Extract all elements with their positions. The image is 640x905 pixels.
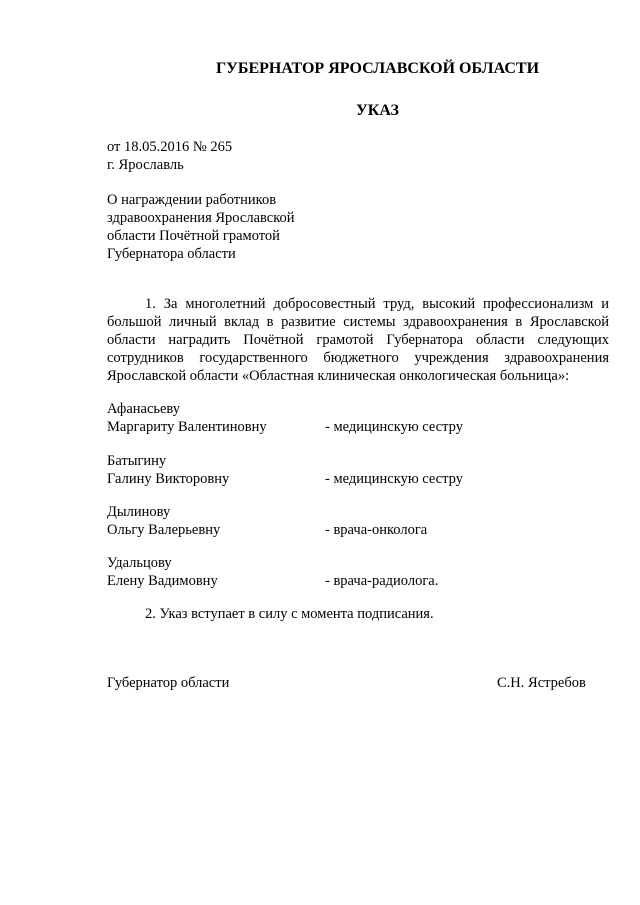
document-meta <box>107 138 232 174</box>
awardee-position: - медицинскую сестру <box>325 471 463 487</box>
paragraph-1: 1. За многолетний добросовестный труд, высокий профессионализм и большой личный вклад в развитие системы здравоохранения в Ярославской области наградить Почётной грамотой Губернатора области следующих сотрудников государственного бюджетного учреждения здравоохранения Ярославской области «Областная клиническая онкологическая больница»: <box>107 296 609 384</box>
awardee-entry <box>107 452 609 488</box>
document-subject <box>107 191 347 263</box>
document-header-title: ГУБЕРНАТОР ЯРОСЛАВСКОЙ ОБЛАСТИ <box>215 60 540 77</box>
subject-line: О награждении работников <box>107 192 277 208</box>
awardee-entry <box>107 554 609 590</box>
awardee-surname: Дылинову <box>107 504 171 520</box>
awardee-given-name: Маргариту Валентиновну <box>107 419 267 435</box>
awardee-given-name: Галину Викторовну <box>107 471 230 487</box>
city: г. Ярославль <box>107 157 184 173</box>
awardee-entry <box>107 503 609 539</box>
signature-name: С.Н. Ястребов <box>497 675 586 691</box>
signature-role: Губернатор области <box>107 675 230 691</box>
awardee-surname: Афанасьеву <box>107 401 181 417</box>
subject-line: Губернатора области <box>107 246 236 262</box>
awardee-given-name: Елену Вадимовну <box>107 573 218 589</box>
awardee-position: - врача-онколога <box>325 522 428 538</box>
awardee-position: - медицинскую сестру <box>325 419 463 435</box>
paragraph-2: 2. Указ вступает в силу с момента подписания. <box>145 606 434 622</box>
awardee-surname: Удальцову <box>107 555 172 571</box>
awardee-entry <box>107 400 609 436</box>
subject-line: области Почётной грамотой <box>107 228 280 244</box>
subject-line: здравоохранения Ярославской <box>107 210 295 226</box>
awardee-position: - врача-радиолога. <box>325 573 439 589</box>
date-number: от 18.05.2016 № 265 <box>107 139 233 155</box>
awardee-given-name: Ольгу Валерьевну <box>107 522 221 538</box>
awardee-surname: Батыгину <box>107 453 167 469</box>
document-type-title: УКАЗ <box>356 102 399 119</box>
